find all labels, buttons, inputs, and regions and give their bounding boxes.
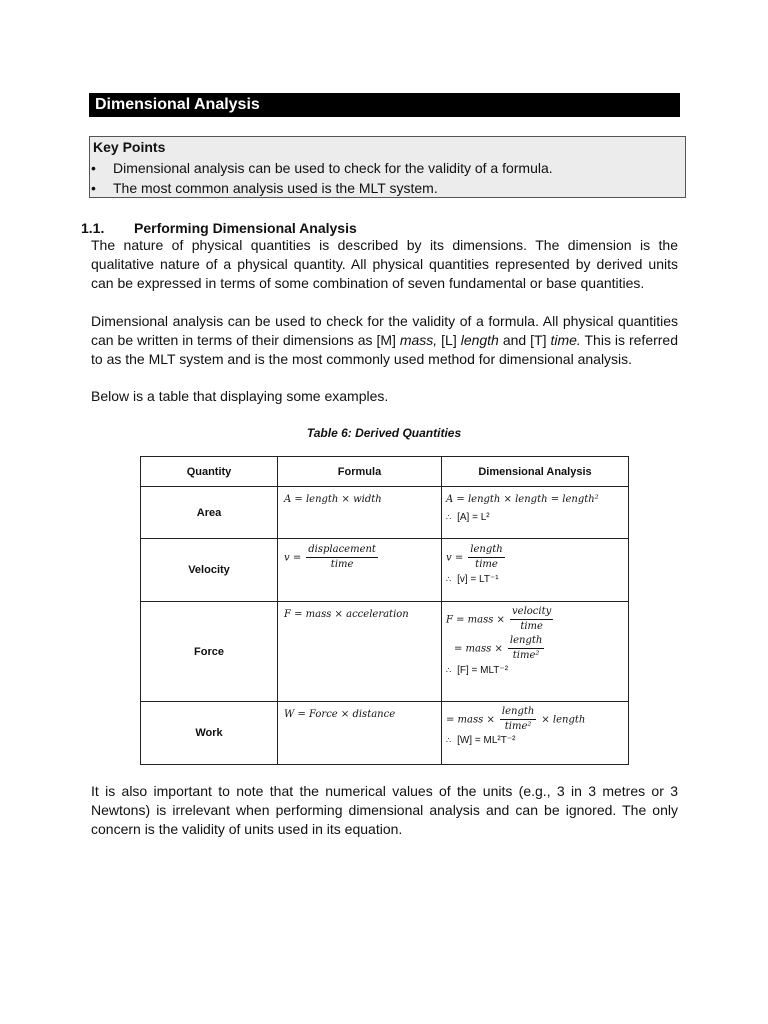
paragraph-1: The nature of physical quantities is described by its dimensions. The dimension is the qualitative nature of a physical quantity. All physical quantities represented by derived units can be expressed in terms of some combination of seven fundamental or base quantities. <box>91 237 678 291</box>
paragraph-4: It is also important to note that the numerical values of the units (e.g., 3 in 3 metres or 3 Newtons) is irrelevant when performing dimensional analysis and can be ignored. The only concern is the validity of units used in its equation. <box>91 783 678 837</box>
formula-cell: W = Force × distance <box>278 702 442 765</box>
derived-quantities-table <box>140 456 629 765</box>
section-heading <box>81 219 357 237</box>
analysis-cell: F = mass × $\frac{\text{velocity}}{\text{time}}$ = mass × $\frac{\text{length}}{\text{time²}}$ ∴ [F] = MLT⁻² <box>442 602 629 702</box>
therefore-icon: ∴ <box>446 513 452 522</box>
bullet-icon: • <box>91 160 96 176</box>
section-number: 1.1. <box>81 220 105 236</box>
bullet-icon: • <box>91 180 96 196</box>
column-header: Dimensional Analysis <box>442 457 629 487</box>
list-item: • The most common analysis used is the MLT system. <box>91 180 438 196</box>
paragraph-3: Below is a table that displaying some examples. <box>91 388 389 404</box>
column-header: Quantity <box>141 457 278 487</box>
table-row <box>141 602 629 702</box>
analysis-cell: v = $\frac{\text{length}}{\text{time}}$ ∴ [v] = LT⁻¹ <box>442 539 629 602</box>
formula-cell: A = length × width <box>278 487 442 539</box>
section-title: Performing Dimensional Analysis <box>134 220 357 236</box>
quantity-cell: Velocity <box>141 539 278 602</box>
result-text: [F] = MLT⁻² <box>457 665 509 676</box>
therefore-icon: ∴ <box>446 666 452 675</box>
table-row <box>141 702 629 765</box>
key-points-title: Key Points <box>93 139 166 155</box>
quantity-cell: Work <box>141 702 278 765</box>
table-header-row <box>141 457 629 487</box>
section-banner: Dimensional Analysis <box>89 93 680 117</box>
therefore-icon: ∴ <box>446 736 452 745</box>
table-row <box>141 487 629 539</box>
paragraph-2: Dimensional analysis can be used to check for the validity of a formula. All physical quantities can be written in terms of their dimensions as [M] mass, [L] length and [T] time. This is referred to as the MLT system and is the most commonly used method for dimensional analysis. <box>91 313 678 367</box>
result-text: [W] = ML²T⁻² <box>457 735 516 746</box>
quantity-cell: Area <box>141 487 278 539</box>
column-header: Formula <box>278 457 442 487</box>
table-caption: Table 6: Derived Quantities <box>306 426 462 440</box>
table-row <box>141 539 629 602</box>
key-points-list <box>90 158 685 198</box>
therefore-icon: ∴ <box>446 575 452 584</box>
quantity-cell: Force <box>141 602 278 702</box>
formula-cell: F = mass × acceleration <box>278 602 442 702</box>
formula-cell: v = $\frac{\text{displacement}}{\text{time}}$ <box>278 539 442 602</box>
analysis-cell: A = length × length = length² ∴ [A] = L² <box>442 487 629 539</box>
result-text: [A] = L² <box>457 512 490 523</box>
result-text: [v] = LT⁻¹ <box>457 574 499 585</box>
analysis-cell: = mass × $\frac{\text{length}}{\text{time²}}$ × length ∴ [W] = ML²T⁻² <box>442 702 629 765</box>
key-points-box <box>89 136 686 198</box>
list-item: • Dimensional analysis can be used to check for the validity of a formula. <box>91 160 553 176</box>
